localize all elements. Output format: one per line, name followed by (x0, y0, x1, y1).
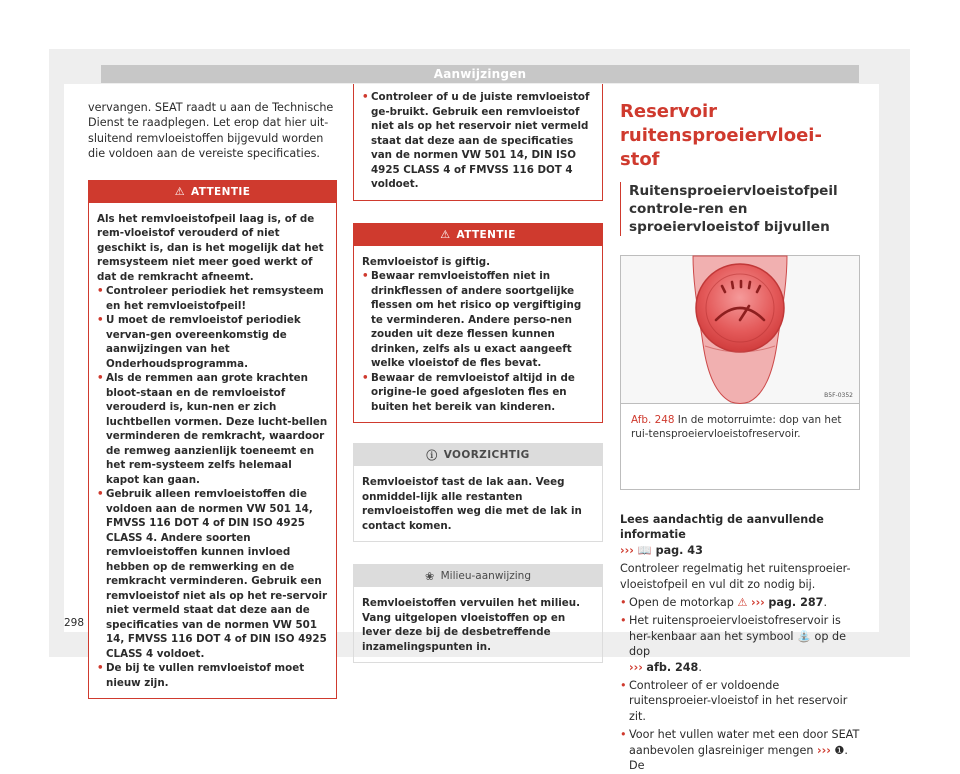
book-icon: 📖 (637, 543, 652, 557)
intro-paragraph: vervangen. SEAT raadt u aan de Technische Dienst te raadplegen. Let erop dat hier uit-sluitend remvloeistoffen bijgevuld worden die voldoen aan de vereiste specificaties. (88, 101, 334, 161)
attention-bullet: • De bij te vullen remvloeistof moet nieuw zijn. (97, 661, 328, 690)
step-item (620, 613, 860, 675)
caution-text: Remvloeistof tast de lak aan. Veeg onmiddel-lijk alle restanten remvloeistoffen weg die met de lak in contact komen. (362, 476, 582, 532)
attention-bullet: • Controleer of u de juiste remvloeistof ge-bruikt. Gebruik een remvloeistof niet als op het reservoir niet vermeld staat dat deze aan de specificaties van de normen VW 501 14, DIN ISO 4925 CLASS 4 of FMVSS 116 DOT 4 voldoet. (362, 90, 594, 192)
environment-header (354, 565, 602, 587)
column-middle (353, 84, 603, 663)
washer-cap-illustration (621, 256, 859, 404)
attention-label: ATTENTIE (456, 228, 516, 241)
caution-header (354, 444, 602, 466)
caution-box (353, 443, 603, 542)
caution-label: VOORZICHTIG (443, 449, 530, 461)
step-item (620, 727, 860, 773)
environment-text: Remvloeistoffen vervuilen het milieu. Vang uitgelopen vloeistoffen op en lever deze bij de desbetreffende inzamelingspunten in. (362, 597, 580, 653)
info-line (620, 512, 860, 558)
chapter-header: Aanwijzingen (101, 65, 859, 83)
step-text-mid: op de dop (629, 629, 846, 659)
warning-triangle-icon: ⚠ (737, 596, 748, 610)
caution-body (354, 466, 602, 541)
step-end: . (698, 660, 702, 674)
attention-bullet: • Bewaar de remvloeistof altijd in de origine-le goed afgesloten fles en buiten het bereik van kinderen. (362, 371, 594, 415)
step-item (620, 595, 860, 610)
info-line-text: Lees aandachtig de aanvullende informatie (620, 513, 824, 542)
step-item: • Controleer of er voldoende ruitensproeier-vloeistof in het reservoir zit. (620, 678, 860, 724)
figure-image (621, 256, 859, 404)
environment-box (353, 564, 603, 663)
subsection-title: Ruitensproeiervloeistofpeil controle-ren en sproeiervloeistof bijvullen (620, 182, 860, 236)
attention-header (89, 181, 336, 203)
step-text: Voor het vullen water met een door SEAT aanbevolen glasreiniger mengen (629, 728, 860, 757)
environment-body (354, 587, 602, 662)
info-page-link[interactable]: pag. 43 (655, 543, 703, 557)
environment-label: Milieu-aanwijzing (440, 570, 532, 582)
step-end: . De (629, 743, 848, 773)
attention-lead: Als het remvloeistofpeil laag is, of de rem-vloeistof verouderd of niet geschikt is, dan is het mogelijk dat het remsysteem niet meer goed werkt of dat de remkracht afneemt. (97, 212, 324, 283)
figure-link[interactable]: afb. 248 (646, 660, 699, 674)
page-link[interactable]: pag. 287 (768, 596, 824, 610)
attention-body (354, 246, 602, 423)
step-text: Het ruitensproeiervloeistofreservoir is her-kenbaar aan het symbool (629, 614, 841, 643)
ref-arrows: ››› (629, 660, 643, 674)
attention-bullet: • Bewaar remvloeistoffen niet in drinkflessen of andere soortgelijke flessen om het risico op vergiftiging te verminderen. Andere perso-nen zouden uit deze flessen kunnen drinken, zelfs als u exact aangeeft welke vloeistof de fles bevat. (362, 269, 594, 371)
page-number: 298 (64, 617, 85, 629)
figure-caption-text: In de motorruimte: dop van het rui-tensproeiervloeistofreservoir. (631, 414, 842, 440)
attention-body (89, 203, 336, 699)
attention-continued-box (353, 84, 603, 201)
attention-lead: Remvloeistof is giftig. (362, 255, 491, 268)
attention-header (354, 224, 602, 246)
warning-triangle-icon: ⚠ (174, 185, 185, 199)
figure-248 (620, 255, 860, 490)
attention-label: ATTENTIE (190, 185, 251, 198)
washer-symbol-icon: ⛲ (797, 629, 811, 643)
attention-box-2 (353, 223, 603, 424)
info-circle-icon: ⓘ (426, 449, 438, 462)
column-right (620, 84, 860, 774)
figure-number: Afb. 248 (631, 414, 675, 426)
figure-code: B5F-0352 (824, 392, 853, 399)
attention-bullet: • Als de remmen aan grote krachten bloot-staan en de remvloeistof verouderd is, kun-nen er zich luchtbellen vormen. Deze lucht-bellen verminderen de remkracht, waardoor de remweg aanzienlijk toeneemt en het rem-systeem zelfs helemaal kapot kan gaan. (97, 371, 328, 487)
attention-bullet: • U moet de remvloeistof periodiek vervan-gen overeenkomstig de aanwijzingen van het Onderhoudsprogramma. (97, 313, 328, 371)
warning-triangle-icon: ⚠ (440, 228, 451, 241)
ref-arrows: ››› (750, 596, 765, 610)
leaf-icon: ❀ (424, 569, 435, 583)
attention-bullet: • Gebruik alleen remvloeistoffen die voldoen aan de normen VW 501 14, FMVSS 116 DOT 4 of DIN ISO 4925 CLASS 4. Andere soorten remvloeistoffen kunnen invloed hebben op de remwerking en de remkracht verminderen. Gebruik een remvloeistof niet als op het re-servoir niet vermeld staat dat deze aan de specificaties van de normen VW 501 14, FMVSS 116 DOT 4 of DIN ISO 4925 CLASS 4 voldoet. (97, 487, 328, 661)
attention-bullet: • Controleer periodiek het remsysteem en het remvloeistofpeil! (97, 284, 328, 313)
figure-caption (621, 404, 859, 450)
step-text: Open de motorkap (629, 596, 734, 610)
section-title: Reservoir ruitensproeiervloei-stof (620, 101, 822, 170)
step-end: . (823, 596, 827, 610)
check-intro: Controleer regelmatig het ruitensproeier-vloeistofpeil en vul dit zo nodig bij. (620, 562, 851, 591)
caution-circle-icon: ❶ (834, 743, 845, 757)
instructions (620, 512, 860, 774)
column-left (88, 84, 337, 699)
manual-page (64, 84, 879, 773)
ref-arrows: ››› (620, 543, 634, 557)
ref-arrows: ››› (816, 743, 831, 757)
attention-box-1 (88, 180, 337, 700)
